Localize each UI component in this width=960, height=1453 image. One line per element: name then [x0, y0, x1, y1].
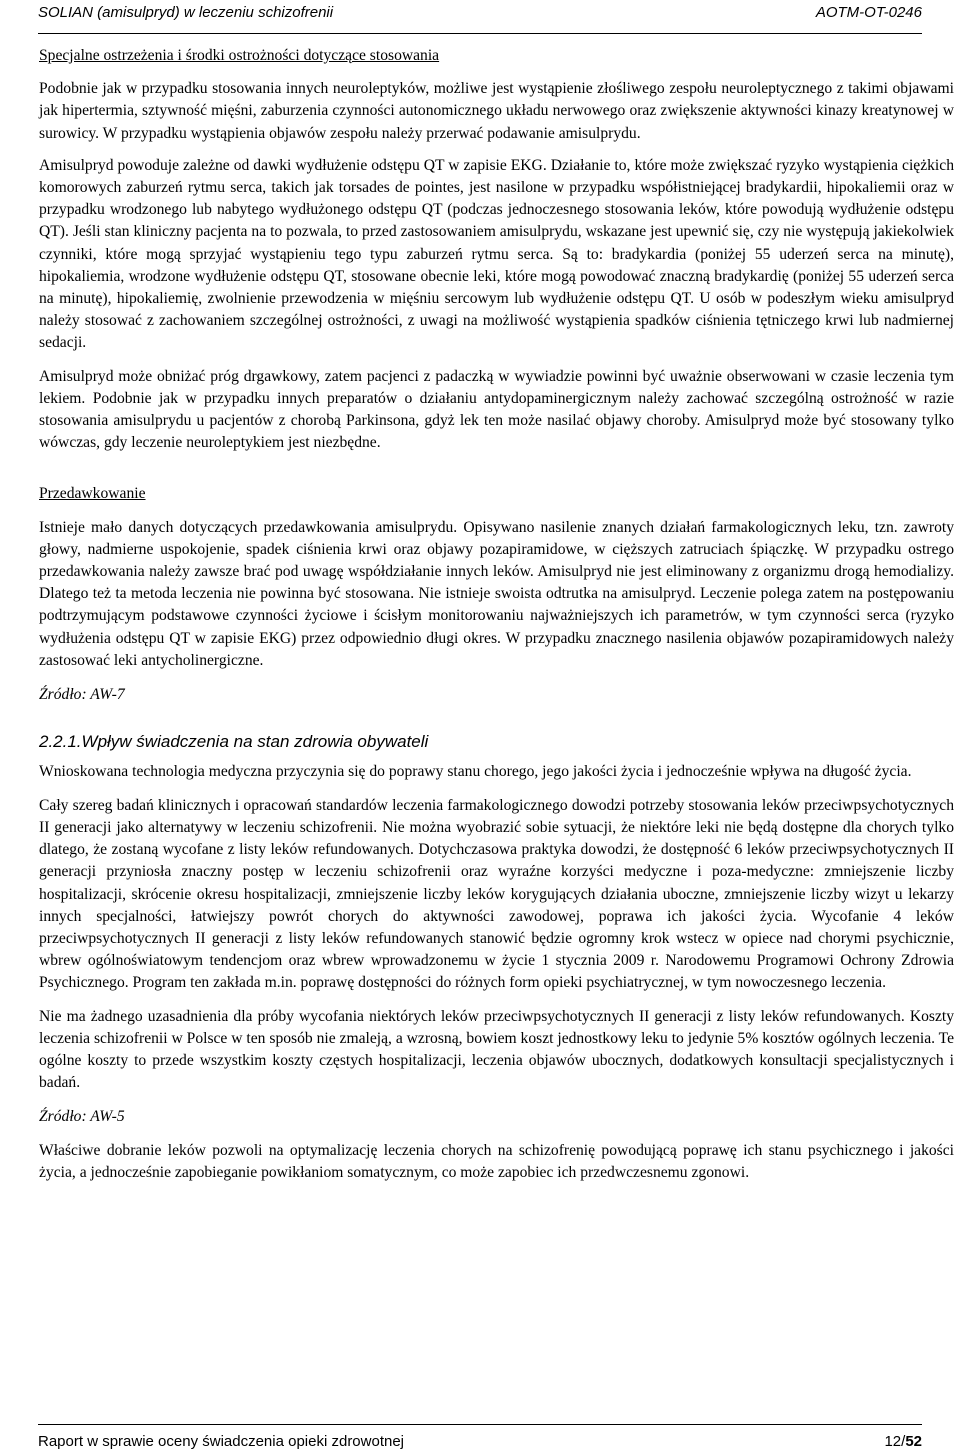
- precautions-paragraph-2: Amisulpryd powoduje zależne od dawki wydłużenie odstępu QT w zapisie EKG. Działanie to, które może zwiększać ryzyko wystąpienia ciężkich komorowych zaburzeń rytmu serca, takich jak torsades de pointes, jest nasilone w przypadku współistniejącej bradykardii, hipokaliemii oraz w przypadku wrodzonego lub nabytego wydłużonego odstępu QT (podczas jednoczesnego stosowania leków, które powodują wydłużenie odstępu QT). Jeśli stan kliniczny pacjenta na to pozwala, to przed zastosowaniem amisulprydu, wskazane jest upewnić się, czy nie występują jakiekolwiek czynniki, które mogą sprzyjać wystąpieniu tego typu zaburzeń rytmu serca. Są to: bradykardia (poniżej 55 uderzeń serca na minutę), hipokaliemia, wrodzone wydłużenie odstępu QT, stosowane obecnie leki, które mogą powodować znaczną bradykardię (poniżej 55 uderzeń serca na minutę), hipokaliemię, zwolnienie przewodzenia w mięśniu sercowym lub wydłużenie odstępu QT. U osób w podeszłym wieku amisulpryd należy stosować z zachowaniem szczególnej ostrożności, z uwagi na możliwość wystąpienia spadków ciśnienia tętniczego krwi lub nadmiernej sedacji.: [39, 156, 954, 352]
- precautions-paragraph-1: Podobnie jak w przypadku stosowania innych neuroleptyków, możliwe jest wystąpienie złośliwego zespołu neuroleptycznego z takimi objawami jak hipertermia, sztywność mięśni, zaburzenia czynności autonomicznego układu nerwowego oraz zwiększenie aktywności kinazy kreatynowej w surowicy. W przypadku wystąpienia objawów zespołu należy przerwać podawanie amisulprydu.: [39, 80, 954, 142]
- source-note-aw5: Źródło: AW-5: [39, 1108, 125, 1126]
- source-note-aw7: Źródło: AW-7: [39, 686, 125, 704]
- document-body: [39, 38, 954, 1184]
- page-footer: [38, 1424, 922, 1453]
- page-header: [38, 0, 922, 34]
- impact-paragraph-1: Wnioskowana technologia medyczna przyczynia się do poprawy stanu chorego, jego jakości życia i jednocześnie wpływa na długość życia.: [39, 763, 912, 781]
- impact-paragraph-3: Nie ma żadnego uzasadnienia dla próby wycofania niektórych leków przeciwpsychotycznych II generacji z listy leków refundowanych. Koszty leczenia schizofrenii w Polsce w ten sposób nie zmaleją, a wzrosną, bowiem koszt jednostkowy leku to jedynie 5% kosztów ogólnych leczenia. Te ogólne koszty to przede wszystkim koszty częstych hospitalizacji, leczenia objawów ubocznych, dodatkowych konsultacji specjalistycznych i badań.: [39, 1007, 954, 1092]
- precautions-paragraph-3: Amisulpryd może obniżać próg drgawkowy, zatem pacjenci z padaczką w wywiadzie powinni być uważnie obserwowani w czasie leczenia tym lekiem. Podobnie jak w przypadku innych preparatów o działaniu antydopaminergicznym należy zachować szczególną ostrożność w razie stosowania amisulprydu u pacjentów z chorobą Parkinsona, gdyż lek ten może nasilać objawy choroby. Amisulpryd może być stosowany tylko wówczas, gdy leczenie neuroleptykiem jest niezbędne.: [39, 367, 954, 452]
- overdose-paragraph: Istnieje mało danych dotyczących przedawkowania amisulprydu. Opisywano nasilenie znanych działań farmakologicznych leku, tzn. zawroty głowy, nadmierne uspokojenie, spadek ciśnienia krwi oraz objawy pozapiramidowe, w cięższych zatruciach śpiączkę. W przypadku ostrego przedawkowania należy zawsze brać pod uwagę współdziałanie innych leków. Amisulpryd nie jest eliminowany z organizmu drogą hemodializy. Dlatego też ta metoda leczenia nie powinna być stosowana. Nie istnieje swoista odtrutka na amisulpryd. Leczenie polega zatem na postępowaniu podtrzymującym podstawowe czynności życiowe i ścisłym monitorowaniu najważniejszych ich parametrów, w tym czynności serca (ryzyko wydłużenia odstępu QT w zapisie EKG) przez odpowiednio długi okres. W przypadku znacznego nasilenia objawów pozapiramidowych należy zastosować leki antycholinergiczne.: [39, 518, 954, 669]
- section-heading-2-2-1: 2.2.1.Wpływ świadczenia na stan zdrowia obywateli: [39, 732, 429, 752]
- footer-title: Raport w sprawie oceny świadczenia opieki zdrowotnej: [38, 1433, 405, 1450]
- impact-paragraph-2: Cały szereg badań klinicznych i opracowań standardów leczenia farmakologicznego dowodzi potrzeby stosowania leków przeciwpsychotycznych II generacji jako alternatywy w leczeniu schizofrenii. Nie można wyobrazić sobie sytuacji, że niektóre leki nie będą dostępne dla chorych tylko dlatego, że zostaną wycofane z listy leków refundowanych. Dotychczasowa praktyka dowodzi, że dostępność 6 leków przeciwpsychotycznych II generacji przyniosła znaczny postęp w leczeniu schizofrenii oraz wyraźne korzyści medyczne i poza-medyczne: zmniejszenie liczby hospitalizacji, skrócenie okresu hospitalizacji, zmniejszenie liczby leków korygujących działania uboczne, zmniejszenie liczby wizyt u lekarzy innych specjalności, łatwiejszy powrót chorych do aktywności zawodowej, poprawa ich jakości życia. Wycofanie 4 leków przeciwpsychotycznych II generacji z listy leków refundowanych stanowić będzie ogromny krok wstecz w opiece nad chorymi psychicznie, wbrew ogólnoświatowym tendencjom oraz wbrew wprowadzonemu w życie 1 stycznia 2009 r. Narodowemu Programowi Ochrony Zdrowia Psychicznego. Program ten zakłada m.in. poprawę dostępności do różnych form opieki psychiatrycznej, w tym nowoczesnego leczenia.: [39, 796, 954, 992]
- page-separator: /: [901, 1433, 906, 1450]
- precautions-title: Specjalne ostrzeżenia i środki ostrożności dotyczące stosowania: [39, 47, 440, 64]
- header-title: SOLIAN (amisulpryd) w leczeniu schizofrenii: [38, 4, 334, 21]
- page-total: 52: [905, 1433, 922, 1450]
- page-current: 12: [884, 1433, 902, 1450]
- header-code: AOTM-OT-0246: [815, 4, 922, 21]
- page-number: [884, 1433, 922, 1450]
- impact-paragraph-4: Właściwe dobranie leków pozwoli na optymalizację leczenia chorych na schizofrenię powodującą poprawę ich stanu psychicznego i jakości życia, a jednocześnie zapobieganie powikłaniom somatycznym, co może zapobiec ich przedwczesnemu zgonowi.: [39, 1141, 954, 1181]
- overdose-title: Przedawkowanie: [39, 485, 146, 503]
